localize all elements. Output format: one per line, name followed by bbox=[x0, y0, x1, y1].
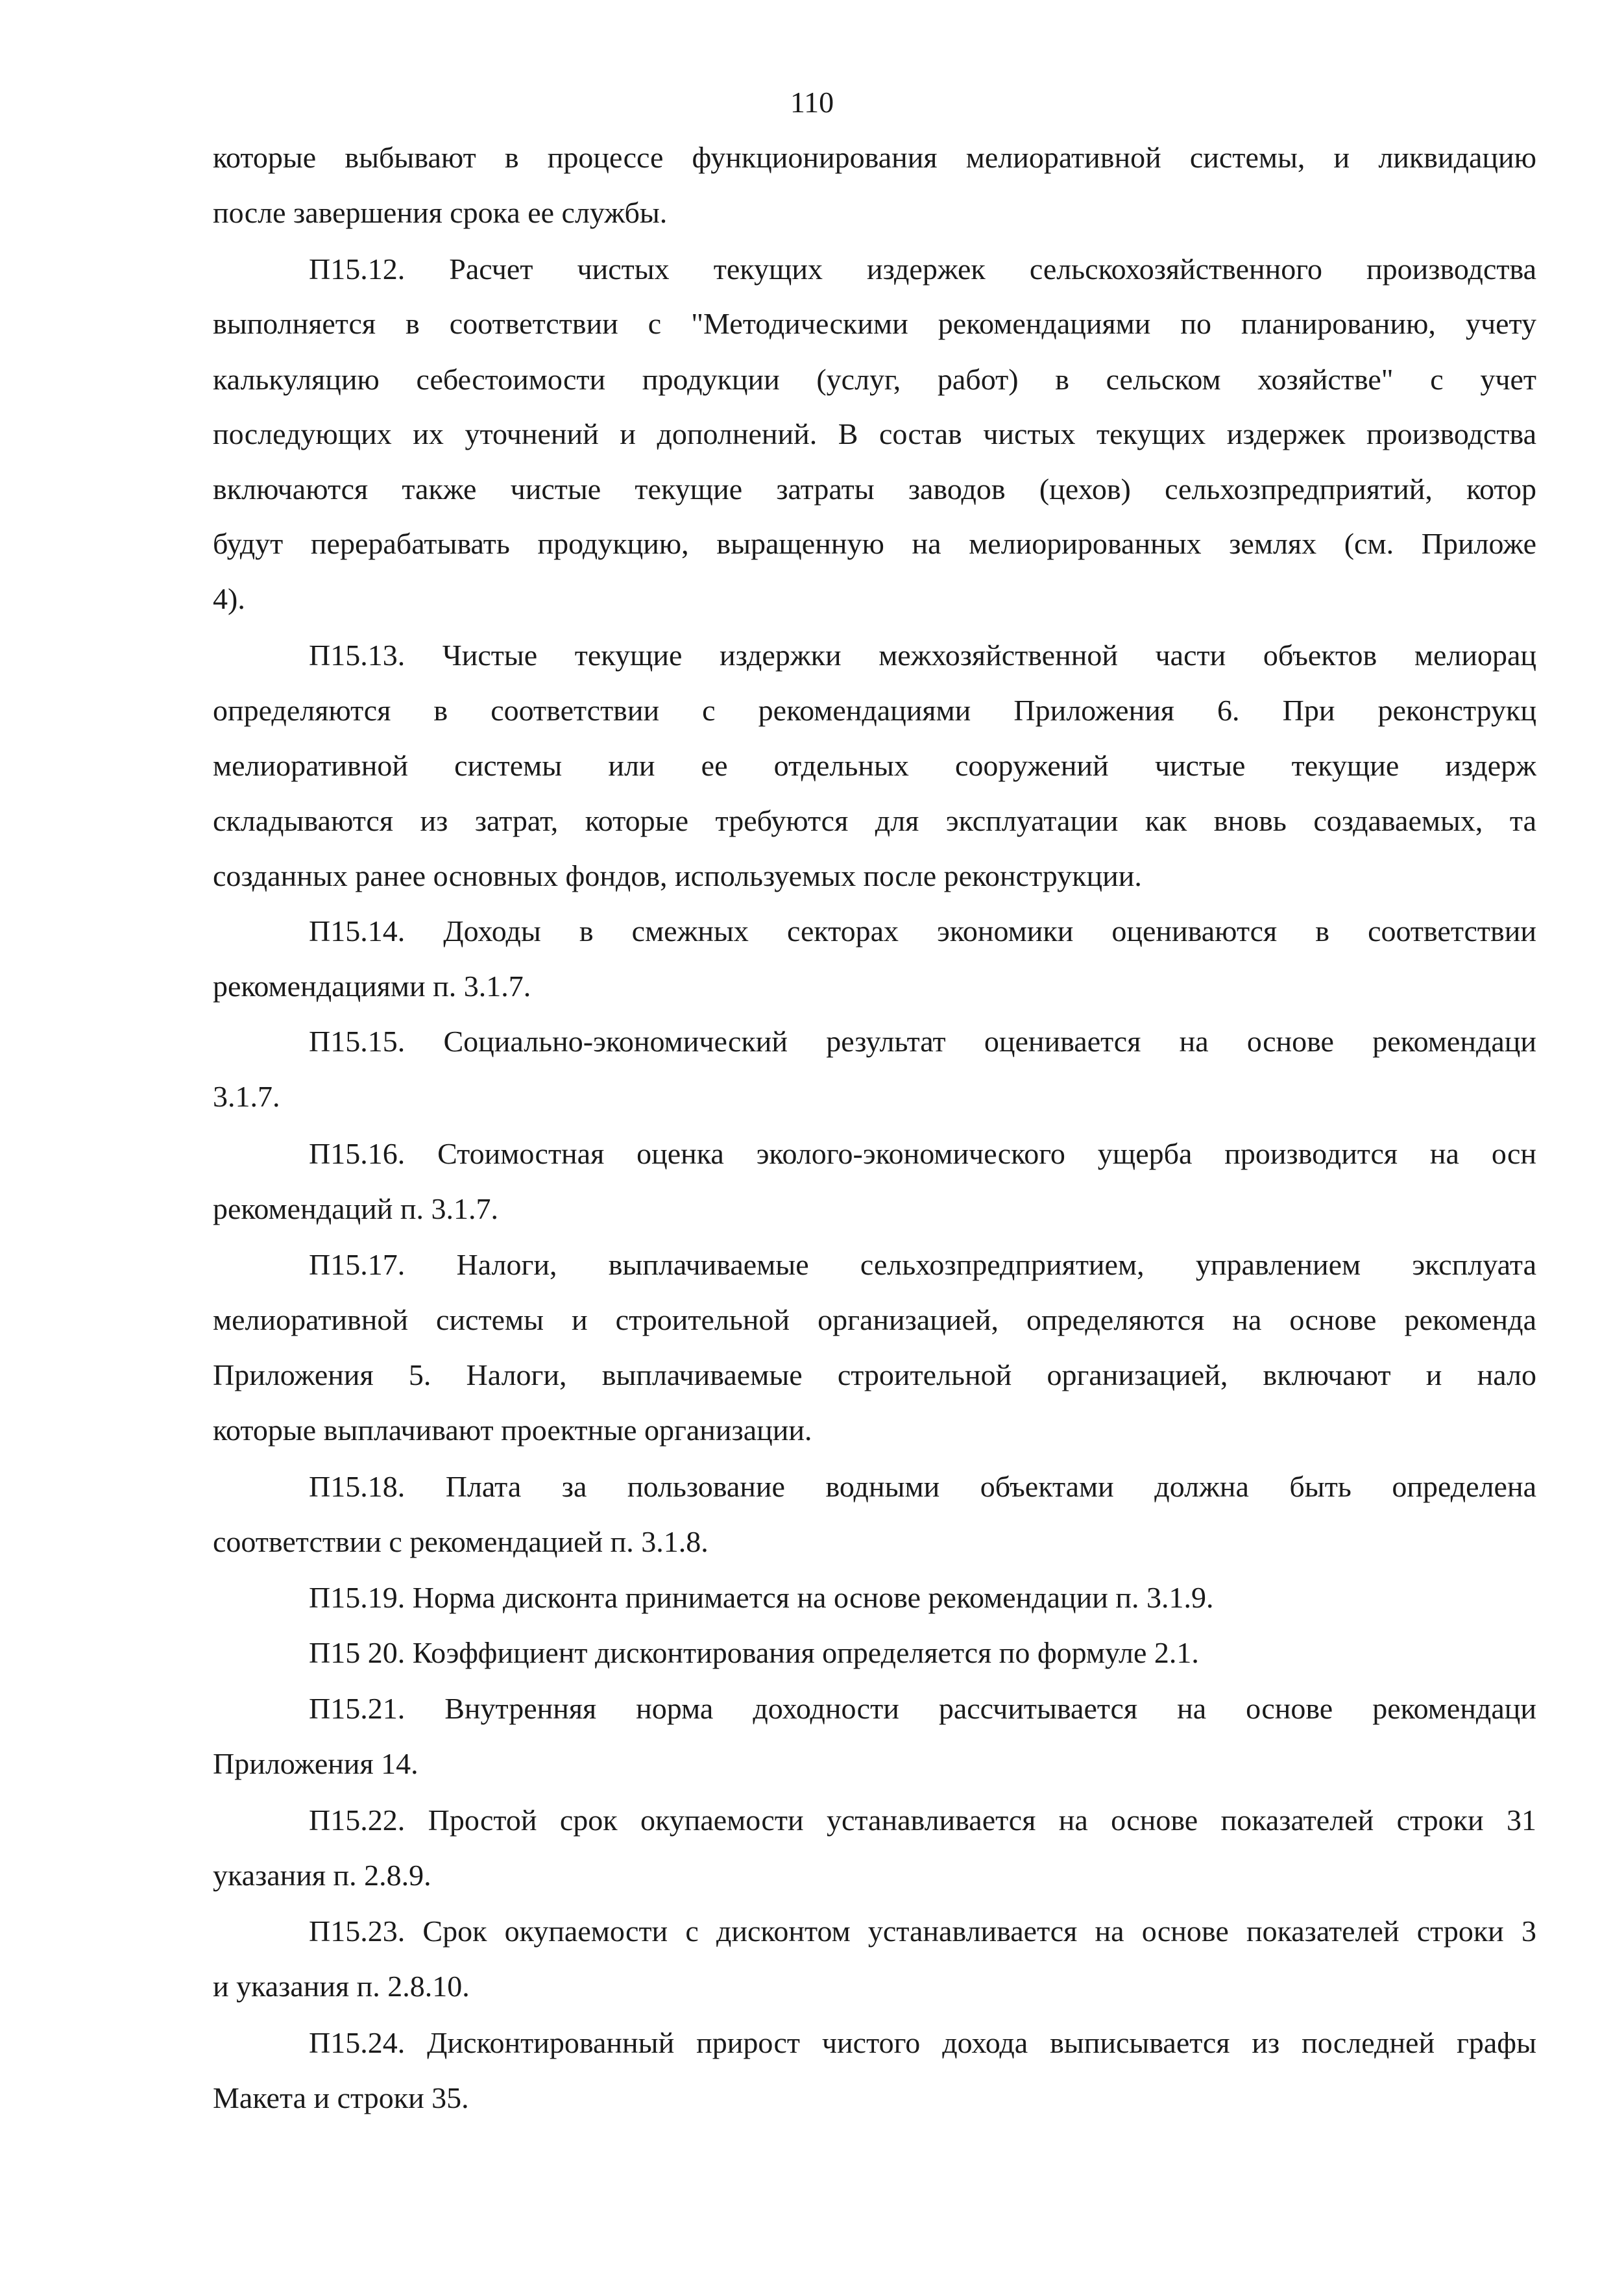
paragraph-start: П15.22. Простой срок окупаемости устанавливается на основе показателей строки 31 bbox=[309, 1804, 1536, 1837]
text-line: калькуляцию себестоимости продукции (услуг, работ) в сельском хозяйстве" с учет bbox=[213, 363, 1536, 396]
text-line: после завершения срока ее службы. bbox=[213, 196, 668, 229]
text-line: Приложения 14. bbox=[213, 1747, 418, 1780]
text-line: которые выплачивают проектные организации. bbox=[213, 1413, 812, 1447]
paragraph-start: П15.18. Плата за пользование водными объектами должна быть определена bbox=[309, 1470, 1536, 1503]
text-line: рекомендациями п. 3.1.7. bbox=[213, 970, 531, 1003]
paragraph-start: П15.19. Норма дисконта принимается на основе рекомендации п. 3.1.9. bbox=[309, 1581, 1214, 1614]
text-line: включаются также чистые текущие затраты заводов (цехов) сельхозпредприятий, котор bbox=[213, 472, 1536, 506]
text-line: складываются из затрат, которые требуются для эксплуатации как вновь создаваемых, та bbox=[213, 804, 1536, 837]
paragraph-start: П15.16. Стоимостная оценка эколого-экономического ущерба производится на осн bbox=[309, 1137, 1536, 1170]
paragraph-start: П15.21. Внутренняя норма доходности рассчитывается на основе рекомендаци bbox=[309, 1692, 1536, 1725]
text-line: рекомендаций п. 3.1.7. bbox=[213, 1192, 498, 1225]
text-line: мелиоративной системы или ее отдельных сооружений чистые текущие издерж bbox=[213, 749, 1536, 782]
paragraph-start: П15.14. Доходы в смежных секторах экономики оцениваются в соответствии bbox=[309, 914, 1536, 948]
paragraph-start: П15.13. Чистые текущие издержки межхозяйственной части объектов мелиорац bbox=[309, 639, 1536, 672]
paragraph-start: П15.17. Налоги, выплачиваемые сельхозпредприятием, управлением эксплуата bbox=[309, 1248, 1536, 1281]
text-line: последующих их уточнений и дополнений. В состав чистых текущих издержек производства bbox=[213, 417, 1536, 450]
paragraph-start: П15.15. Социально-экономический результат оценивается на основе рекомендаци bbox=[309, 1025, 1536, 1058]
text-line: определяются в соответствии с рекомендациями Приложения 6. При реконструкц bbox=[213, 694, 1536, 727]
paragraph-start: П15.24. Дисконтированный прирост чистого дохода выписывается из последней графы bbox=[309, 2026, 1536, 2059]
paragraph-start: П15.23. Срок окупаемости с дисконтом устанавливается на основе показателей строки 3 bbox=[309, 1914, 1536, 1948]
text-line: Приложения 5. Налоги, выплачиваемые строительной организацией, включают и нало bbox=[213, 1358, 1536, 1391]
text-line: Макета и строки 35. bbox=[213, 2081, 469, 2114]
text-line: и указания п. 2.8.10. bbox=[213, 1970, 470, 2003]
text-line: указания п. 2.8.9. bbox=[213, 1859, 431, 1892]
text-line: выполняется в соответствии с "Методическими рекомендациями по планированию, учету bbox=[213, 307, 1536, 340]
text-line: соответствии с рекомендацией п. 3.1.8. bbox=[213, 1525, 709, 1558]
text-line: которые выбывают в процессе функционирования мелиоративной системы, и ликвидацию bbox=[213, 141, 1536, 174]
text-line: 3.1.7. bbox=[213, 1080, 280, 1113]
paragraph-start: П15 20. Коэффициент дисконтирования определяется по формуле 2.1. bbox=[309, 1636, 1199, 1669]
text-line: созданных ранее основных фондов, используемых после реконструкции. bbox=[213, 859, 1142, 892]
paragraph-start: П15.12. Расчет чистых текущих издержек сельскохозяйственного производства bbox=[309, 252, 1536, 286]
text-line: будут перерабатывать продукцию, выращенную на мелиорированных землях (см. Приложе bbox=[213, 527, 1536, 560]
page-number: 110 bbox=[790, 86, 834, 119]
text-line: мелиоративной системы и строительной организацией, определяются на основе рекоменда bbox=[213, 1303, 1536, 1336]
text-line: 4). bbox=[213, 582, 245, 615]
